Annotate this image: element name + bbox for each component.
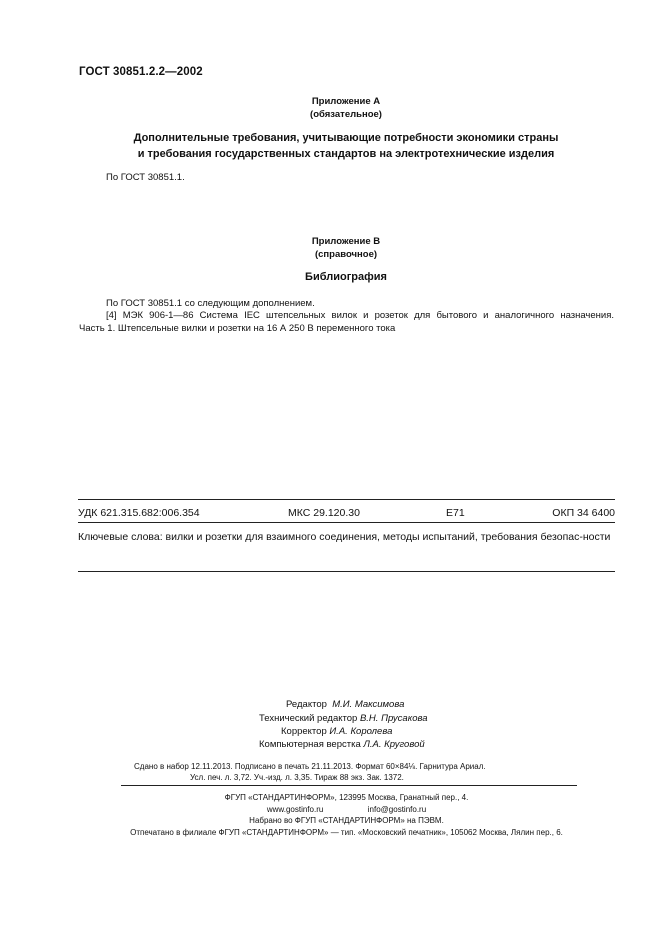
imprint-line1: Сдано в набор 12.11.2013. Подписано в печать 21.11.2013. Формат 60×84⅛. Гарнитура Ариал.: [134, 762, 486, 771]
publisher-contacts: [78, 805, 615, 814]
divider-middle: [78, 522, 615, 523]
credit-tech-editor: Технический редактор В.Н. Прусакова: [259, 713, 428, 724]
publisher-website[interactable]: www.gostinfo.ru: [266, 805, 324, 814]
okp-code: ОКП 34 6400: [552, 507, 615, 519]
bibliography-heading: Библиография: [305, 271, 387, 283]
appendix-a-heading-line1: Дополнительные требования, учитывающие потребности экономики страны: [133, 132, 559, 144]
appendix-b-title: Приложение В: [311, 236, 381, 247]
divider-bottom: [78, 571, 615, 572]
appendix-b-status: (справочное): [314, 249, 378, 260]
imprint-line2: Усл. печ. л. 3,72. Уч.-изд. л. 3,35. Тираж 88 экз. Зак. 1372.: [190, 773, 404, 782]
credit-corrector: Корректор И.А. Королева: [281, 726, 393, 737]
divider-top: [78, 499, 615, 500]
appendix-a-heading: [78, 130, 614, 162]
publisher-printed: Отпечатано в филиале ФГУП «СТАНДАРТИНФОРМ» — тип. «Московский печатник», 105062 Москва, Лялин пер., 6.: [130, 828, 563, 837]
bibliography-intro: По ГОСТ 30851.1 со следующим дополнением.: [106, 298, 315, 309]
credit-editor: Редактор М.И. Максимова: [286, 699, 405, 710]
udk-code: УДК 621.315.682:006.354: [78, 507, 200, 519]
standard-number: ГОСТ 30851.2.2—2002: [79, 66, 203, 78]
appendix-a-status: (обязательное): [310, 109, 382, 120]
publisher-email[interactable]: info@gostinfo.ru: [367, 805, 427, 814]
publisher-address: ФГУП «СТАНДАРТИНФОРМ», 123995 Москва, Гранатный пер., 4.: [224, 793, 469, 802]
appendix-a-heading-line2: и требования государственных стандартов на электротехнические изделия: [137, 148, 555, 160]
publisher-typeset: Набрано во ФГУП «СТАНДАРТИНФОРМ» на ПЭВМ.: [249, 816, 444, 825]
e-code: Е71: [446, 507, 465, 519]
keywords: Ключевые слова: вилки и розетки для взаимного соединения, методы испытаний, требования безопас-ности: [78, 531, 611, 543]
credit-layout: Компьютерная верстка Л.А. Круговой: [259, 739, 425, 750]
mks-code: МКС 29.120.30: [288, 507, 360, 519]
appendix-a-title: Приложение А: [311, 96, 381, 107]
divider-publisher: [121, 785, 577, 786]
bibliography-entry: [4] МЭК 906-1—86 Система IEC штепсельных вилок и розеток для бытового и аналогичного назначения.: [106, 310, 614, 321]
bibliography-entry-continuation: Часть 1. Штепсельные вилки и розетки на 16 А 250 В переменного тока: [79, 323, 396, 334]
appendix-a-text: По ГОСТ 30851.1.: [106, 172, 185, 183]
